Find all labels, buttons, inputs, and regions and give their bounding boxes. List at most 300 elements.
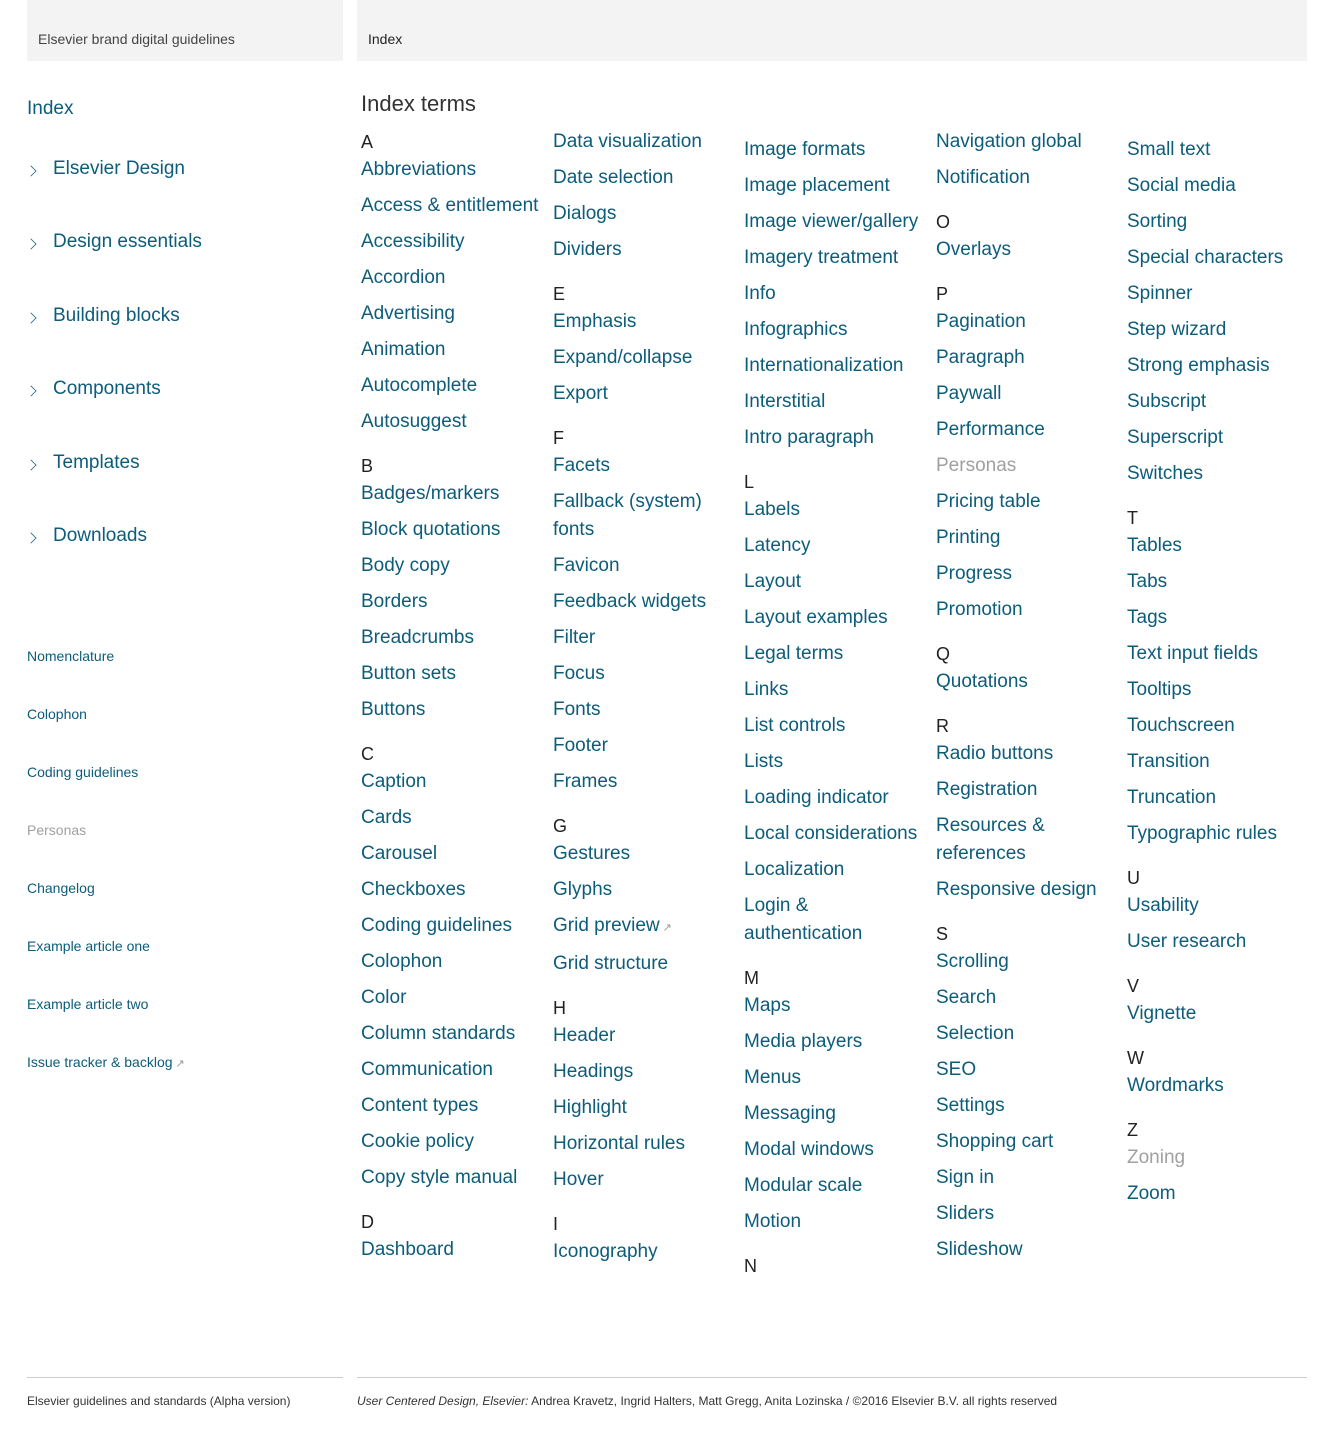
index-term-iconography[interactable] bbox=[553, 1238, 738, 1266]
index-term-localization[interactable] bbox=[744, 856, 929, 884]
sidebar-link-nomenclature[interactable] bbox=[27, 648, 185, 706]
index-term-label: Shopping cart bbox=[936, 1131, 1054, 1152]
index-term-shopping-cart[interactable] bbox=[936, 1128, 1121, 1156]
index-term-label: Communication bbox=[361, 1059, 493, 1080]
index-term-filter[interactable] bbox=[553, 624, 738, 652]
index-term-label: Infographics bbox=[744, 319, 848, 340]
index-term-fonts[interactable] bbox=[553, 696, 738, 724]
letter-gap bbox=[1127, 1036, 1312, 1044]
index-term-progress[interactable] bbox=[936, 560, 1121, 588]
sidebar-item-design-essentials[interactable] bbox=[27, 231, 202, 304]
index-term-tabs[interactable] bbox=[1127, 568, 1312, 596]
index-term-label: Menus bbox=[744, 1067, 802, 1088]
footer-divider-left bbox=[27, 1377, 343, 1378]
letter-gap bbox=[1127, 856, 1312, 864]
footer-divider-right bbox=[357, 1377, 1307, 1378]
index-term-label: Text input fields bbox=[1127, 643, 1258, 664]
index-term-label: Abbreviations bbox=[361, 159, 477, 180]
index-term-label: Favicon bbox=[553, 555, 620, 576]
index-term-carousel[interactable] bbox=[361, 840, 546, 868]
index-term-access-entitlement[interactable] bbox=[361, 192, 546, 220]
index-term-layout-examples[interactable] bbox=[744, 604, 929, 632]
index-letter-z: Z bbox=[1127, 1120, 1138, 1140]
index-letter-r: R bbox=[936, 716, 949, 736]
index-term-hover[interactable] bbox=[553, 1166, 738, 1194]
index-term-label: Performance bbox=[936, 419, 1045, 440]
index-term-content-types[interactable] bbox=[361, 1092, 546, 1120]
index-term-label: Wordmarks bbox=[1127, 1075, 1224, 1096]
index-term-label: Expand/collapse bbox=[553, 347, 693, 368]
index-term-transition[interactable] bbox=[1127, 748, 1312, 776]
index-column-2 bbox=[553, 128, 738, 1274]
sidebar-title[interactable]: Index bbox=[27, 98, 74, 119]
index-term-social-media[interactable] bbox=[1127, 172, 1312, 200]
index-term-label: Image placement bbox=[744, 175, 890, 196]
index-term-label: Search bbox=[936, 987, 997, 1008]
index-term-communication[interactable] bbox=[361, 1056, 546, 1084]
index-term-label: Responsive design bbox=[936, 879, 1097, 900]
index-term-maps[interactable] bbox=[744, 992, 929, 1020]
index-term-highlight[interactable] bbox=[553, 1094, 738, 1122]
page-header bbox=[357, 0, 1307, 61]
index-letter-w: W bbox=[1127, 1048, 1144, 1068]
index-term-local-considerations[interactable] bbox=[744, 820, 929, 848]
sidebar-link-example-article-two[interactable] bbox=[27, 996, 185, 1054]
index-term-subscript[interactable] bbox=[1127, 388, 1312, 416]
index-term-label: User research bbox=[1127, 931, 1247, 952]
index-term-label: Content types bbox=[361, 1095, 479, 1116]
index-term-cookie-policy[interactable] bbox=[361, 1128, 546, 1156]
index-term-label: Sign in bbox=[936, 1167, 995, 1188]
index-term-autosuggest[interactable] bbox=[361, 408, 546, 436]
index-term-label: Image viewer/gallery bbox=[744, 211, 919, 232]
index-term-label: Pagination bbox=[936, 311, 1026, 332]
sidebar-link-colophon[interactable] bbox=[27, 706, 185, 764]
index-term-label: Layout examples bbox=[744, 607, 888, 628]
index-term-export[interactable] bbox=[553, 380, 738, 408]
index-term-label: Header bbox=[553, 1025, 616, 1046]
index-term-wordmarks[interactable] bbox=[1127, 1072, 1312, 1100]
index-term-coding-guidelines[interactable] bbox=[361, 912, 546, 940]
sidebar-item-downloads[interactable] bbox=[27, 525, 202, 598]
index-term-special-characters[interactable] bbox=[1127, 244, 1312, 272]
index-term-printing[interactable] bbox=[936, 524, 1121, 552]
index-column-4 bbox=[936, 128, 1121, 1272]
index-letter-l: L bbox=[744, 472, 755, 492]
index-term-labels[interactable] bbox=[744, 496, 929, 524]
sidebar-nav bbox=[27, 158, 202, 598]
index-term-spinner[interactable] bbox=[1127, 280, 1312, 308]
index-term-selection[interactable] bbox=[936, 1020, 1121, 1048]
index-term-label: Quotations bbox=[936, 671, 1028, 692]
index-term-latency[interactable] bbox=[744, 532, 929, 560]
external-link-icon: ↗ bbox=[662, 922, 672, 934]
index-term-caption[interactable] bbox=[361, 768, 546, 796]
letter-gap bbox=[936, 200, 1121, 208]
index-term-label: Horizontal rules bbox=[553, 1133, 685, 1154]
index-term-internationalization[interactable] bbox=[744, 352, 929, 380]
index-term-label: Usability bbox=[1127, 895, 1199, 916]
index-term-autocomplete[interactable] bbox=[361, 372, 546, 400]
index-term-user-research[interactable] bbox=[1127, 928, 1312, 956]
index-term-label: Autosuggest bbox=[361, 411, 467, 432]
index-term-label: Buttons bbox=[361, 699, 426, 720]
chevron-right-icon bbox=[25, 532, 36, 543]
index-term-label: Headings bbox=[553, 1061, 634, 1082]
index-term-image-formats[interactable] bbox=[744, 136, 929, 164]
index-term-info[interactable] bbox=[744, 280, 929, 308]
index-term-headings[interactable] bbox=[553, 1058, 738, 1086]
index-letter-s: S bbox=[936, 924, 949, 944]
index-letter-a: A bbox=[361, 132, 374, 152]
index-term-label: Promotion bbox=[936, 599, 1023, 620]
index-term-glyphs[interactable] bbox=[553, 876, 738, 904]
index-term-lists[interactable] bbox=[744, 748, 929, 776]
letter-gap bbox=[361, 444, 546, 452]
index-term-image-viewer-gallery[interactable] bbox=[744, 208, 929, 236]
site-title[interactable]: Elsevier brand digital guidelines bbox=[38, 31, 235, 47]
index-term-radio-buttons[interactable] bbox=[936, 740, 1121, 768]
index-term-body-copy[interactable] bbox=[361, 552, 546, 580]
index-term-links[interactable] bbox=[744, 676, 929, 704]
index-term-color[interactable] bbox=[361, 984, 546, 1012]
index-term-label: Small text bbox=[1127, 139, 1211, 160]
index-term-label: Modal windows bbox=[744, 1139, 874, 1160]
index-term-label: Accordion bbox=[361, 267, 446, 288]
index-term-cards[interactable] bbox=[361, 804, 546, 832]
index-term-label: Media players bbox=[744, 1031, 863, 1052]
index-term-responsive-design[interactable] bbox=[936, 876, 1121, 904]
index-term-pricing-table[interactable] bbox=[936, 488, 1121, 516]
index-term-small-text[interactable] bbox=[1127, 136, 1312, 164]
index-term-label: Transition bbox=[1127, 751, 1210, 772]
index-term-grid-structure[interactable] bbox=[553, 950, 738, 978]
index-term-performance[interactable] bbox=[936, 416, 1121, 444]
index-term-label: Imagery treatment bbox=[744, 247, 899, 268]
index-term-label: Focus bbox=[553, 663, 605, 684]
index-term-label: Date selection bbox=[553, 167, 674, 188]
index-term-label: Export bbox=[553, 383, 608, 404]
index-term-label: Feedback widgets bbox=[553, 591, 707, 612]
index-term-registration[interactable] bbox=[936, 776, 1121, 804]
index-term-feedback-widgets[interactable] bbox=[553, 588, 738, 616]
chevron-right-icon bbox=[25, 386, 36, 397]
index-term-label: Layout bbox=[744, 571, 802, 592]
index-term-seo[interactable] bbox=[936, 1056, 1121, 1084]
index-term-switches[interactable] bbox=[1127, 460, 1312, 488]
sidebar-item-label: Elsevier Design bbox=[53, 158, 185, 179]
sidebar-link-example-article-one[interactable] bbox=[27, 938, 185, 996]
index-term-horizontal-rules[interactable] bbox=[553, 1130, 738, 1158]
index-term-strong-emphasis[interactable] bbox=[1127, 352, 1312, 380]
index-term-label: List controls bbox=[744, 715, 846, 736]
index-term-paywall[interactable] bbox=[936, 380, 1121, 408]
index-term-superscript[interactable] bbox=[1127, 424, 1312, 452]
index-term-data-visualization[interactable] bbox=[553, 128, 738, 156]
index-term-label: Personas bbox=[936, 455, 1017, 476]
index-term-tags[interactable] bbox=[1127, 604, 1312, 632]
index-term-label: Navigation global bbox=[936, 131, 1082, 152]
index-term-sign-in[interactable] bbox=[936, 1164, 1121, 1192]
index-letter-q: Q bbox=[936, 644, 951, 664]
index-letter-c: C bbox=[361, 744, 374, 764]
index-term-imagery-treatment[interactable] bbox=[744, 244, 929, 272]
index-term-interstitial[interactable] bbox=[744, 388, 929, 416]
index-term-animation[interactable] bbox=[361, 336, 546, 364]
index-term-label: Animation bbox=[361, 339, 446, 360]
column-spacer bbox=[1127, 128, 1312, 136]
index-term-label: Image formats bbox=[744, 139, 866, 160]
sidebar-link-label: Changelog bbox=[27, 880, 95, 896]
sidebar-item-label: Building blocks bbox=[53, 304, 180, 326]
index-term-layout[interactable] bbox=[744, 568, 929, 596]
sidebar-item-templates[interactable] bbox=[27, 452, 202, 525]
index-term-dashboard[interactable] bbox=[361, 1236, 546, 1264]
index-term-quotations[interactable] bbox=[936, 668, 1121, 696]
index-term-label: Badges/markers bbox=[361, 483, 500, 504]
index-term-label: Caption bbox=[361, 771, 427, 792]
sidebar-item-label: Downloads bbox=[53, 524, 147, 546]
index-term-label: Subscript bbox=[1127, 391, 1207, 412]
index-term-modal-windows[interactable] bbox=[744, 1136, 929, 1164]
index-term-label: Paragraph bbox=[936, 347, 1025, 368]
index-term-vignette[interactable] bbox=[1127, 1000, 1312, 1028]
index-term-label: Tabs bbox=[1127, 571, 1168, 592]
sidebar-link-label: Coding guidelines bbox=[27, 764, 139, 780]
index-term-label: Localization bbox=[744, 859, 845, 880]
index-term-personas[interactable] bbox=[936, 452, 1121, 480]
index-term-colophon[interactable] bbox=[361, 948, 546, 976]
sidebar-link-label: Nomenclature bbox=[27, 648, 115, 664]
index-term-label: Labels bbox=[744, 499, 800, 520]
index-term-date-selection[interactable] bbox=[553, 164, 738, 192]
index-term-motion[interactable] bbox=[744, 1208, 929, 1236]
index-term-label: Tooltips bbox=[1127, 679, 1192, 700]
external-link-icon: ↗ bbox=[175, 1058, 185, 1070]
index-term-label: Cookie policy bbox=[361, 1131, 474, 1152]
index-term-navigation-global[interactable] bbox=[936, 128, 1121, 156]
index-term-frames[interactable] bbox=[553, 768, 738, 796]
index-term-typographic-rules[interactable] bbox=[1127, 820, 1312, 848]
index-term-label: Interstitial bbox=[744, 391, 826, 412]
letter-gap bbox=[553, 416, 738, 424]
index-term-infographics[interactable] bbox=[744, 316, 929, 344]
index-term-label: Selection bbox=[936, 1023, 1015, 1044]
index-term-label: Grid preview bbox=[553, 915, 660, 936]
index-term-label: Access & entitlement bbox=[361, 195, 539, 216]
index-term-label: Spinner bbox=[1127, 283, 1193, 304]
index-term-intro-paragraph[interactable] bbox=[744, 424, 929, 452]
letter-gap bbox=[1127, 496, 1312, 504]
index-term-scrolling[interactable] bbox=[936, 948, 1121, 976]
index-term-label: Switches bbox=[1127, 463, 1204, 484]
index-term-messaging[interactable] bbox=[744, 1100, 929, 1128]
sidebar-item-label: Templates bbox=[53, 451, 140, 473]
index-term-slideshow[interactable] bbox=[936, 1236, 1121, 1264]
chevron-right-icon bbox=[25, 312, 36, 323]
index-term-touchscreen[interactable] bbox=[1127, 712, 1312, 740]
sidebar-link-coding-guidelines[interactable] bbox=[27, 764, 185, 822]
index-letter-g: G bbox=[553, 816, 568, 836]
index-term-sliders[interactable] bbox=[936, 1200, 1121, 1228]
index-term-dialogs[interactable] bbox=[553, 200, 738, 228]
letter-gap bbox=[936, 704, 1121, 712]
index-term-badges-markers[interactable] bbox=[361, 480, 546, 508]
index-term-label: Zoom bbox=[1127, 1183, 1176, 1204]
index-term-gestures[interactable] bbox=[553, 840, 738, 868]
index-term-search[interactable] bbox=[936, 984, 1121, 1012]
index-term-text-input-fields[interactable] bbox=[1127, 640, 1312, 668]
index-term-header[interactable] bbox=[553, 1022, 738, 1050]
index-term-focus[interactable] bbox=[553, 660, 738, 688]
index-term-grid-preview[interactable] bbox=[553, 912, 738, 942]
index-letter-m: M bbox=[744, 968, 759, 988]
index-term-label: Radio buttons bbox=[936, 743, 1054, 764]
index-term-notification[interactable] bbox=[936, 164, 1121, 192]
index-term-fallback-system-fonts[interactable] bbox=[553, 488, 738, 544]
index-term-label: Hover bbox=[553, 1169, 604, 1190]
index-letter-v: V bbox=[1127, 976, 1140, 996]
index-term-button-sets[interactable] bbox=[361, 660, 546, 688]
index-term-truncation[interactable] bbox=[1127, 784, 1312, 812]
index-term-label: Data visualization bbox=[553, 131, 702, 152]
index-term-label: Body copy bbox=[361, 555, 450, 576]
index-term-label: Highlight bbox=[553, 1097, 627, 1118]
letter-gap bbox=[553, 986, 738, 994]
sidebar-link-issue-tracker-backlog[interactable] bbox=[27, 1054, 185, 1112]
footer-credits bbox=[357, 1394, 1057, 1408]
index-term-emphasis[interactable] bbox=[553, 308, 738, 336]
index-term-label: Settings bbox=[936, 1095, 1005, 1116]
index-term-zoom[interactable] bbox=[1127, 1180, 1312, 1208]
index-term-label: Social media bbox=[1127, 175, 1236, 196]
index-term-legal-terms[interactable] bbox=[744, 640, 929, 668]
letter-gap bbox=[553, 272, 738, 280]
index-term-block-quotations[interactable] bbox=[361, 516, 546, 544]
index-term-label: Registration bbox=[936, 779, 1038, 800]
index-term-breadcrumbs[interactable] bbox=[361, 624, 546, 652]
index-term-checkboxes[interactable] bbox=[361, 876, 546, 904]
index-term-footer[interactable] bbox=[553, 732, 738, 760]
index-term-zoning[interactable] bbox=[1127, 1144, 1312, 1172]
index-term-step-wizard[interactable] bbox=[1127, 316, 1312, 344]
index-term-abbreviations[interactable] bbox=[361, 156, 546, 184]
index-term-list-controls[interactable] bbox=[744, 712, 929, 740]
index-term-label: Paywall bbox=[936, 383, 1002, 404]
chevron-right-icon bbox=[25, 459, 36, 470]
breadcrumb: Index bbox=[368, 31, 403, 47]
index-term-modular-scale[interactable] bbox=[744, 1172, 929, 1200]
letter-gap bbox=[553, 1202, 738, 1210]
index-letter-n: N bbox=[744, 1256, 757, 1276]
index-term-label: Local considerations bbox=[744, 823, 918, 844]
sidebar-item-components[interactable] bbox=[27, 378, 202, 451]
sidebar-link-label: Example article two bbox=[27, 996, 149, 1012]
letter-gap bbox=[361, 732, 546, 740]
index-letter-t: T bbox=[1127, 508, 1138, 528]
sidebar-item-elsevier-design[interactable] bbox=[27, 158, 202, 231]
index-term-label: Checkboxes bbox=[361, 879, 466, 900]
index-term-label: Special characters bbox=[1127, 247, 1284, 268]
sidebar-item-building-blocks[interactable] bbox=[27, 305, 202, 378]
letter-gap bbox=[553, 804, 738, 812]
index-term-favicon[interactable] bbox=[553, 552, 738, 580]
index-term-label: Latency bbox=[744, 535, 811, 556]
index-term-column-standards[interactable] bbox=[361, 1020, 546, 1048]
index-term-advertising[interactable] bbox=[361, 300, 546, 328]
index-term-label: Modular scale bbox=[744, 1175, 863, 1196]
index-term-accordion[interactable] bbox=[361, 264, 546, 292]
index-term-sorting[interactable] bbox=[1127, 208, 1312, 236]
index-term-loading-indicator[interactable] bbox=[744, 784, 929, 812]
index-term-menus[interactable] bbox=[744, 1064, 929, 1092]
index-term-resources-references[interactable] bbox=[936, 812, 1121, 868]
index-term-login-authentication[interactable] bbox=[744, 892, 929, 948]
index-term-paragraph[interactable] bbox=[936, 344, 1121, 372]
index-term-label: Borders bbox=[361, 591, 428, 612]
index-term-label: Dialogs bbox=[553, 203, 617, 224]
sidebar-link-label: Personas bbox=[27, 822, 87, 838]
chevron-right-icon bbox=[25, 165, 36, 176]
index-letter-p: P bbox=[936, 284, 949, 304]
index-term-label: Scrolling bbox=[936, 951, 1009, 972]
index-term-label: Pricing table bbox=[936, 491, 1041, 512]
index-term-label: Legal terms bbox=[744, 643, 844, 664]
index-term-copy-style-manual[interactable] bbox=[361, 1164, 546, 1192]
sidebar-link-label: Example article one bbox=[27, 938, 150, 954]
index-term-label: Glyphs bbox=[553, 879, 613, 900]
index-term-usability[interactable] bbox=[1127, 892, 1312, 920]
index-term-tooltips[interactable] bbox=[1127, 676, 1312, 704]
index-term-tables[interactable] bbox=[1127, 532, 1312, 560]
index-term-buttons[interactable] bbox=[361, 696, 546, 724]
index-term-promotion[interactable] bbox=[936, 596, 1121, 624]
index-term-label: Vignette bbox=[1127, 1003, 1197, 1024]
index-term-label: Grid structure bbox=[553, 953, 669, 974]
index-term-overlays[interactable] bbox=[936, 236, 1121, 264]
letter-gap bbox=[936, 632, 1121, 640]
index-term-expand-collapse[interactable] bbox=[553, 344, 738, 372]
index-term-settings[interactable] bbox=[936, 1092, 1121, 1120]
sidebar-item-label: Components bbox=[53, 378, 161, 400]
index-term-label: Emphasis bbox=[553, 311, 637, 332]
index-term-label: Cards bbox=[361, 807, 412, 828]
index-term-label: Button sets bbox=[361, 663, 457, 684]
index-term-label: Touchscreen bbox=[1127, 715, 1235, 736]
index-term-label: Autocomplete bbox=[361, 375, 478, 396]
chevron-right-icon bbox=[25, 239, 36, 250]
index-term-pagination[interactable] bbox=[936, 308, 1121, 336]
index-term-image-placement[interactable] bbox=[744, 172, 929, 200]
index-term-label: Motion bbox=[744, 1211, 802, 1232]
index-term-label: Copy style manual bbox=[361, 1167, 518, 1188]
index-term-label: Colophon bbox=[361, 951, 443, 972]
sidebar-link-changelog[interactable] bbox=[27, 880, 185, 938]
sidebar-link-personas[interactable] bbox=[27, 822, 185, 880]
index-term-borders[interactable] bbox=[361, 588, 546, 616]
index-term-accessibility[interactable] bbox=[361, 228, 546, 256]
index-term-label: Lists bbox=[744, 751, 784, 772]
index-term-facets[interactable] bbox=[553, 452, 738, 480]
index-term-label: Resources & references bbox=[936, 815, 1045, 864]
index-term-label: Gestures bbox=[553, 843, 631, 864]
index-term-dividers[interactable] bbox=[553, 236, 738, 264]
sidebar-item-label: Design essentials bbox=[53, 231, 202, 253]
letter-gap bbox=[361, 1200, 546, 1208]
index-term-media-players[interactable] bbox=[744, 1028, 929, 1056]
index-term-label: Fonts bbox=[553, 699, 601, 720]
index-term-label: Step wizard bbox=[1127, 319, 1227, 340]
